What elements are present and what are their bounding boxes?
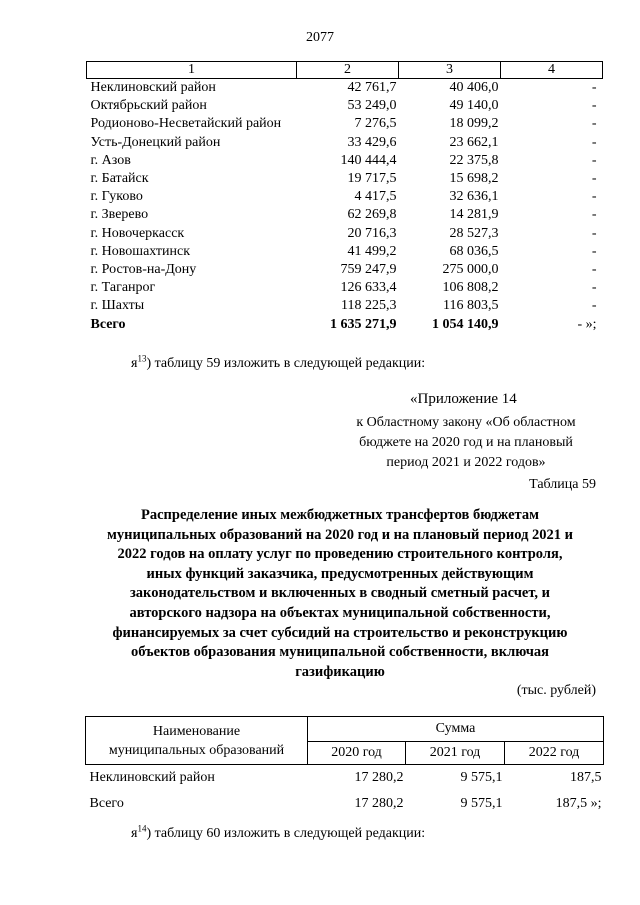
value-col-3: 28 527,3 <box>449 225 499 241</box>
value-col-2: 33 429,6 <box>347 134 397 150</box>
heading-line: Распределение иных межбюджетных трансфертов бюджетам <box>141 507 539 523</box>
table-row <box>87 79 603 98</box>
row-name: г. Зверево <box>90 207 149 223</box>
value-col-4: - <box>591 171 597 187</box>
value-col-2: 20 716,3 <box>347 225 397 241</box>
value-col-4: - <box>591 134 597 150</box>
value-col-4: - <box>591 243 597 259</box>
column-header: 3 <box>399 62 501 79</box>
value-col-3: 23 662,1 <box>449 134 499 150</box>
table-heading <box>95 506 585 682</box>
column-header: 1 <box>87 62 297 79</box>
page-number: 2077 <box>306 30 334 45</box>
value-2022: 187,5 <box>570 770 602 785</box>
value-2022: 187,5 »; <box>555 796 602 811</box>
value-col-3: 68 036,5 <box>449 243 499 259</box>
value-col-4: - <box>591 298 597 314</box>
table-row <box>87 206 603 224</box>
value-col-2: 759 247,9 <box>340 261 397 277</box>
value-col-4: - <box>591 116 597 132</box>
value-col-3: 32 636,1 <box>449 189 499 205</box>
row-name: Всего <box>89 796 124 811</box>
value-col-3: 14 281,9 <box>449 207 499 223</box>
footnote-number: 14 <box>137 823 147 834</box>
row-name: Неклиновский район <box>89 770 215 785</box>
header-line: Наименование <box>152 723 241 739</box>
year-header: 2020 год <box>308 742 406 765</box>
heading-line: муниципальных образований на 2020 год и на плановый период 2021 и <box>106 526 574 543</box>
heading-line: авторского надзора на объектах муниципальной собственности, <box>129 604 551 621</box>
value-col-3: 275 000,0 <box>442 261 499 277</box>
table-row <box>87 261 603 279</box>
value-col-4: - <box>591 225 597 241</box>
year-header: 2022 год <box>505 742 604 765</box>
heading-line: финансируемых за счет субсидий на строительство и реконструкцию <box>112 624 568 641</box>
table-row <box>87 97 603 115</box>
value-col-4: - <box>591 98 597 114</box>
paragraph-text: ) таблицу 60 изложить в следующей редакции: <box>146 826 426 841</box>
paragraph-text: ) таблицу 59 изложить в следующей редакции: <box>146 356 426 371</box>
row-name: Октябрьский район <box>90 98 207 114</box>
value-2020: 17 280,2 <box>354 796 404 811</box>
heading-line: газификацию <box>295 663 385 680</box>
value-col-4: - »; <box>577 316 597 332</box>
value-col-3: 49 140,0 <box>449 98 499 114</box>
table-label: Таблица 59 <box>529 477 596 492</box>
table-row <box>87 279 603 297</box>
column-header: 2 <box>297 62 399 79</box>
value-col-2: 62 269,8 <box>347 207 397 223</box>
header-line: муниципальных образований <box>108 742 285 758</box>
value-col-3: 22 375,8 <box>449 152 499 168</box>
value-col-4: - <box>591 280 597 296</box>
row-name: г. Новочеркасск <box>90 225 185 241</box>
value-col-4: - <box>591 261 597 277</box>
appendix-title: «Приложение 14 <box>410 391 517 407</box>
value-col-4: - <box>591 80 597 96</box>
name-column-header <box>86 717 308 765</box>
value-col-2: 19 717,5 <box>347 171 397 187</box>
paragraph-letter: я <box>131 826 138 841</box>
year-header: 2021 год <box>406 742 505 765</box>
row-name: Усть-Донецкий район <box>90 134 221 150</box>
row-name: г. Ростов-на-Дону <box>90 261 197 277</box>
row-name: Неклиновский район <box>90 80 216 96</box>
sum-column-header: Сумма <box>308 717 604 742</box>
value-col-2: 140 444,4 <box>340 152 397 168</box>
law-line: период 2021 и 2022 годов» <box>386 455 546 470</box>
units-label: (тыс. рублей) <box>516 683 596 698</box>
paragraph-letter: я <box>131 356 138 371</box>
amendment-paragraph-14 <box>131 823 426 842</box>
table-row <box>86 765 604 792</box>
table-row <box>87 152 603 170</box>
table-row <box>87 115 603 133</box>
footnote-number: 13 <box>137 353 147 364</box>
value-col-2: 42 761,7 <box>347 80 397 96</box>
value-2020: 17 280,2 <box>354 770 404 785</box>
transfers-table <box>85 716 604 817</box>
value-2021: 9 575,1 <box>460 796 503 811</box>
table-header-row <box>87 62 603 79</box>
table-row <box>87 243 603 261</box>
table-row <box>86 791 604 817</box>
column-header: 4 <box>501 62 603 79</box>
value-col-3: 18 099,2 <box>449 116 499 132</box>
row-name: г. Азов <box>90 152 131 168</box>
row-name: г. Шахты <box>90 298 145 314</box>
table-row <box>87 188 603 206</box>
row-name: г. Батайск <box>90 171 149 187</box>
value-col-4: - <box>591 207 597 223</box>
appendix-law-reference <box>340 413 592 473</box>
law-line: к Областному закону «Об областном <box>356 415 576 430</box>
table-row <box>87 134 603 152</box>
row-name: г. Гуково <box>90 189 143 205</box>
table-total-row <box>87 315 603 333</box>
value-col-3: 1 054 140,9 <box>432 316 499 332</box>
value-col-3: 106 808,2 <box>442 280 499 296</box>
row-name: г. Таганрог <box>90 280 156 296</box>
heading-line: 2022 годов на оплату услуг по проведению строительного контроля, <box>117 546 563 563</box>
municipal-table <box>86 61 603 334</box>
heading-line: объектов образования муниципальной собственности, включая <box>130 644 550 661</box>
amendment-paragraph-13 <box>131 353 426 372</box>
heading-line: иных функций заказчика, предусмотренных действующим <box>146 565 534 582</box>
value-col-3: 15 698,2 <box>449 171 499 187</box>
row-name: Родионово-Несветайский район <box>90 116 282 132</box>
row-name: Всего <box>90 316 126 332</box>
value-col-4: - <box>591 152 597 168</box>
value-col-2: 41 499,2 <box>347 243 397 259</box>
heading-line: законодательством и включенных в сводный сметный расчет, и <box>129 585 551 602</box>
value-col-2: 1 635 271,9 <box>330 316 397 332</box>
law-line: бюджете на 2020 год и на плановый <box>359 435 573 450</box>
value-col-2: 53 249,0 <box>347 98 397 114</box>
table-row <box>87 297 603 315</box>
value-col-2: 4 417,5 <box>354 189 397 205</box>
value-col-2: 118 225,3 <box>341 298 397 314</box>
value-col-4: - <box>591 189 597 205</box>
table-row <box>87 170 603 188</box>
value-col-2: 7 276,5 <box>354 116 397 132</box>
table-row <box>87 225 603 243</box>
row-name: г. Новошахтинск <box>90 243 191 259</box>
value-col-2: 126 633,4 <box>340 280 397 296</box>
value-col-3: 116 803,5 <box>443 298 499 314</box>
value-col-3: 40 406,0 <box>449 80 499 96</box>
value-2021: 9 575,1 <box>460 770 503 785</box>
